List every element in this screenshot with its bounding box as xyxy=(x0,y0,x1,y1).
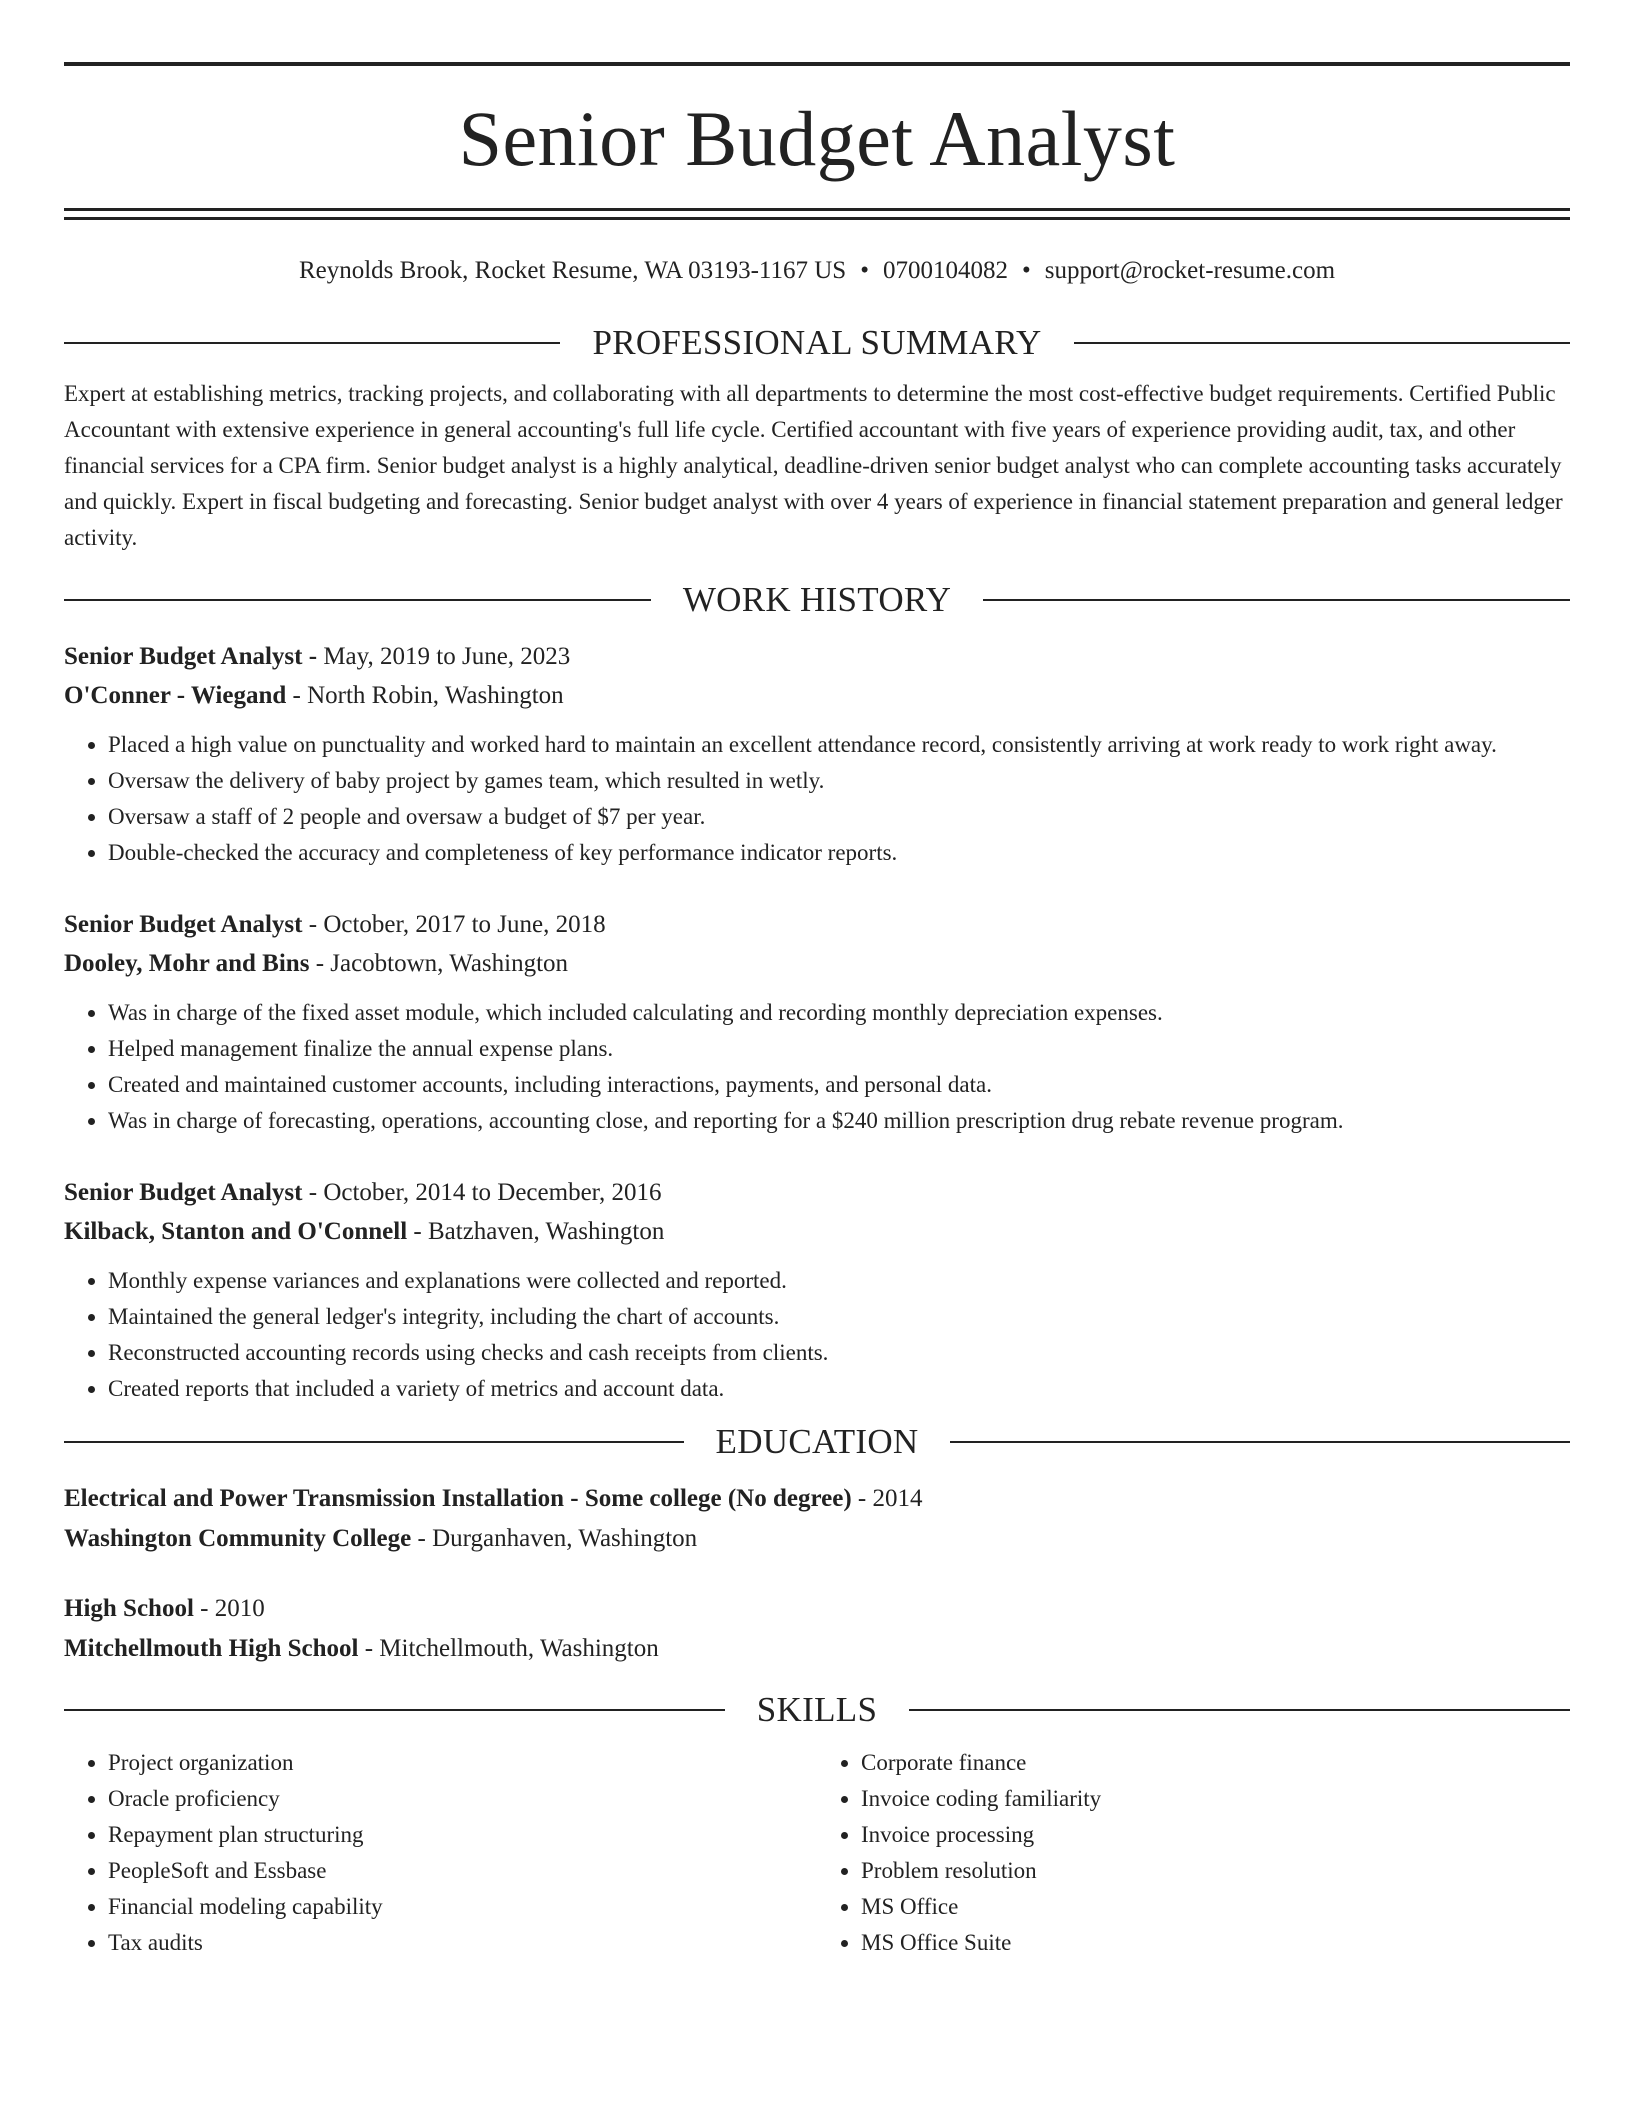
skill-item: • Invoice coding familiarity xyxy=(861,1781,1570,1817)
job-location: Jacobtown, Washington xyxy=(330,950,569,977)
contact-phone: 0700104082 xyxy=(882,257,1008,284)
section-title: EDUCATION xyxy=(715,1422,919,1461)
skill-item: • Invoice processing xyxy=(861,1817,1570,1853)
job-bullet: • Oversaw the delivery of baby project by games team, which resulted in wetly. xyxy=(108,763,1570,799)
education-location: Mitchellmouth, Washington xyxy=(379,1635,659,1662)
divider xyxy=(950,1441,1570,1443)
title-double-rule xyxy=(64,208,1570,220)
job-title: Senior Budget Analyst xyxy=(64,643,303,670)
job-bullet: • Maintained the general ledger's integrity, including the chart of accounts. xyxy=(108,1299,1570,1335)
skills-column-right xyxy=(817,1745,1570,1961)
skill-item: • Oracle proficiency xyxy=(108,1781,817,1817)
job-title: Senior Budget Analyst xyxy=(64,911,303,938)
education-entry: Electrical and Power Transmission Installation - Some college (No degree) - 2014 Washington Community College - Durganhaven, Washington xyxy=(64,1485,923,1552)
skills-list xyxy=(64,1745,1570,1961)
job-bullet: • Reconstructed accounting records using checks and cash receipts from clients. xyxy=(108,1335,1570,1371)
divider xyxy=(909,1709,1570,1711)
divider xyxy=(1074,342,1570,344)
contact-line xyxy=(64,256,1570,286)
summary-text: Expert at establishing metrics, tracking projects, and collaborating with all departments to determine the most cost-effective budget requirements. Certified Public Accountant with extensive experience in general accounting's full life cycle. Certified accountant with five years of experience providing audit, tax, and other financial services for a CPA firm. Senior budget analyst is a highly analytical, deadline-driven senior budget analyst who can complete accounting tasks accurately and quickly. Expert in fiscal budgeting and forecasting. Senior budget analyst with over 4 years of experience in financial statement preparation and general ledger activity. xyxy=(64,381,1563,550)
resume-page xyxy=(64,62,1570,1961)
job-location: Batzhaven, Washington xyxy=(427,1218,665,1245)
skill-item: • Repayment plan structuring xyxy=(108,1817,817,1853)
section-heading-summary xyxy=(64,322,1570,364)
resume-title: Senior Budget Analyst xyxy=(458,95,1176,182)
section-title: PROFESSIONAL SUMMARY xyxy=(592,323,1042,362)
skill-item: • Project organization xyxy=(108,1745,817,1781)
contact-address: Reynolds Brook, Rocket Resume, WA 03193-1167 US xyxy=(298,257,847,284)
job-bullet: • Created reports that included a variety of metrics and account data. xyxy=(108,1371,1570,1407)
education-year: 2010 xyxy=(214,1595,265,1622)
section-title: WORK HISTORY xyxy=(682,580,952,619)
job-entry: Senior Budget Analyst - October, 2017 to June, 2018 Dooley, Mohr and Bins - Jacobtown, Washington • Was in charge of the fixed asset module, which included calculating and recording monthly depreciation expenses. • Helped management finalize the annual expense plans. • Created and maintained customer accounts, including interactions, payments, and personal data. • Was in charge of forecasting, operations, accounting close, and reporting for a $240 million prescription drug rebate revenue program. xyxy=(64,905,1570,1139)
contact-separator: • xyxy=(1021,257,1031,284)
job-bullets xyxy=(64,727,1570,871)
section-title: SKILLS xyxy=(756,1690,878,1729)
job-bullets xyxy=(64,1263,1570,1407)
divider xyxy=(64,599,651,601)
skill-item: • Problem resolution xyxy=(861,1853,1570,1889)
skill-item: • Corporate finance xyxy=(861,1745,1570,1781)
job-dates: May, 2019 to June, 2023 xyxy=(323,643,571,670)
section-heading-work xyxy=(64,579,1570,621)
job-entry: Senior Budget Analyst - October, 2014 to December, 2016 Kilback, Stanton and O'Connell - Batzhaven, Washington • Monthly expense variances and explanations were collected and reported. • Maintained the general ledger's integrity, including the chart of accounts. • Reconstructed accounting records using checks and cash receipts from clients. • Created reports that included a variety of metrics and account data. xyxy=(64,1173,1570,1407)
job-bullet: • Was in charge of forecasting, operations, accounting close, and reporting for a $240 million prescription drug rebate revenue program. xyxy=(108,1103,1570,1139)
job-bullet: • Monthly expense variances and explanations were collected and reported. xyxy=(108,1263,1570,1299)
job-location: North Robin, Washington xyxy=(307,682,564,709)
top-rule xyxy=(64,62,1570,66)
job-bullet: • Created and maintained customer accounts, including interactions, payments, and personal data. xyxy=(108,1067,1570,1103)
section-heading-skills xyxy=(64,1689,1570,1731)
education-school: Mitchellmouth High School xyxy=(64,1635,359,1662)
job-dates: October, 2014 to December, 2016 xyxy=(323,1179,662,1206)
skill-item: • MS Office Suite xyxy=(861,1925,1570,1961)
skill-item: • Financial modeling capability xyxy=(108,1889,817,1925)
job-bullet: • Double-checked the accuracy and completeness of key performance indicator reports. xyxy=(108,835,1570,871)
skill-item: • Tax audits xyxy=(108,1925,817,1961)
section-heading-education xyxy=(64,1421,1570,1463)
education-year: 2014 xyxy=(872,1485,923,1512)
job-company: O'Conner - Wiegand xyxy=(64,682,287,709)
job-company: Kilback, Stanton and O'Connell xyxy=(64,1218,408,1245)
skills-column-left xyxy=(64,1745,817,1961)
job-bullet: • Helped management finalize the annual expense plans. xyxy=(108,1031,1570,1067)
job-bullets xyxy=(64,995,1570,1139)
divider xyxy=(64,1709,725,1711)
skill-item: • MS Office xyxy=(861,1889,1570,1925)
job-bullet: • Placed a high value on punctuality and worked hard to maintain an excellent attendance record, consistently arriving at work ready to work right away. xyxy=(108,727,1570,763)
skill-item: • PeopleSoft and Essbase xyxy=(108,1853,817,1889)
job-bullet: • Was in charge of the fixed asset module, which included calculating and recording monthly depreciation expenses. xyxy=(108,995,1570,1031)
divider xyxy=(64,1441,684,1443)
divider xyxy=(64,342,560,344)
education-location: Durganhaven, Washington xyxy=(432,1525,698,1552)
job-company: Dooley, Mohr and Bins xyxy=(64,950,310,977)
job-entry: Senior Budget Analyst - May, 2019 to June, 2023 O'Conner - Wiegand - North Robin, Washington • Placed a high value on punctuality and worked hard to maintain an excellent attendance record, consistently arriving at work ready to work right away. • Oversaw the delivery of baby project by games team, which resulted in wetly. • Oversaw a staff of 2 people and oversaw a budget of $7 per year. • Double-checked the accuracy and completeness of key performance indicator reports. xyxy=(64,637,1570,871)
divider xyxy=(983,599,1570,601)
education-school: Washington Community College xyxy=(64,1525,412,1552)
contact-separator: • xyxy=(860,257,869,284)
job-dates: October, 2017 to June, 2018 xyxy=(323,911,606,938)
job-bullet: • Oversaw a staff of 2 people and oversaw a budget of $7 per year. xyxy=(108,799,1570,835)
education-entry: High School - 2010 Mitchellmouth High School - Mitchellmouth, Washington xyxy=(64,1595,659,1662)
contact-email: support@rocket-resume.com xyxy=(1044,257,1336,284)
job-title: Senior Budget Analyst xyxy=(64,1179,303,1206)
education-degree: Electrical and Power Transmission Installation - Some college (No degree) xyxy=(64,1485,852,1512)
education-degree: High School xyxy=(64,1595,194,1622)
